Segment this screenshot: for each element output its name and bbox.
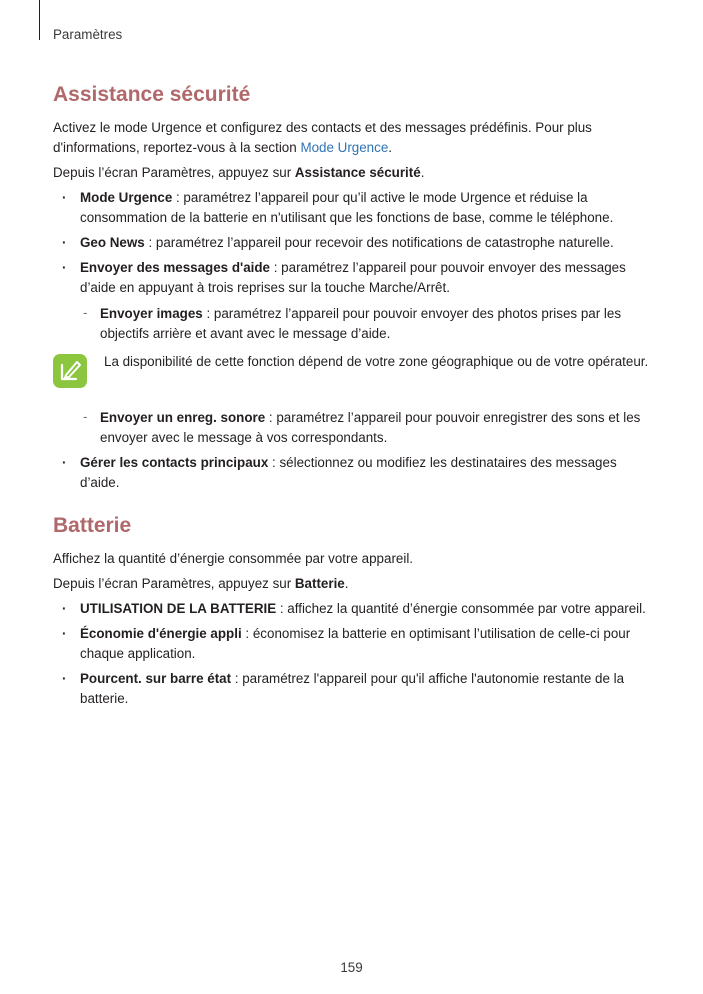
option-term: Envoyer des messages d'aide xyxy=(80,260,271,275)
battery-path-target: Batterie xyxy=(294,576,345,591)
option-term: Mode Urgence xyxy=(80,190,173,205)
option-desc: : paramétrez l’appareil pour recevoir des notifications de catastrophe naturelle. xyxy=(144,235,614,250)
battery-path-text: Depuis l’écran Paramètres, appuyez sur xyxy=(53,576,295,591)
safety-path-text: Depuis l’écran Paramètres, appuyez sur xyxy=(53,165,295,180)
option-desc: : économisez la batterie en optimisant l’utilisation de celle-ci pour chaque application. xyxy=(80,626,631,661)
note-text: La disponibilité de cette fonction dépend de votre zone géographique ou de votre opérateur. xyxy=(104,354,649,369)
list-item xyxy=(53,669,653,709)
suboption-term: Envoyer images xyxy=(100,306,203,321)
safety-path-end: . xyxy=(420,165,425,180)
safety-intro xyxy=(53,118,653,158)
header-rule xyxy=(39,0,40,40)
option-term: Pourcent. sur barre état xyxy=(80,671,232,686)
battery-path xyxy=(53,574,653,594)
note-pencil-icon xyxy=(53,354,87,388)
section-title-safety: Assistance sécurité xyxy=(53,83,251,106)
option-term: Économie d'énergie appli xyxy=(80,626,242,641)
list-item xyxy=(53,599,653,619)
safety-path-target: Assistance sécurité xyxy=(294,165,421,180)
list-item xyxy=(53,188,653,228)
list-item xyxy=(53,258,653,448)
option-term: Geo News xyxy=(80,235,145,250)
sub-list-item xyxy=(80,408,653,448)
option-desc: : affichez la quantité d’énergie consommée par votre appareil. xyxy=(276,601,646,616)
option-desc: : paramétrez l’appareil pour qu’il active le mode Urgence et réduise la consommation de la batterie en n'utilisant que les fonctions de base, comme le téléphone. xyxy=(80,190,614,225)
running-header: Paramètres xyxy=(53,27,123,42)
safety-path xyxy=(53,163,653,183)
help-message-suboptions-2 xyxy=(80,408,653,448)
suboption-desc: : paramétrez l’appareil pour pouvoir envoyer des photos prises par les objectifs arrière et avant avec le message d’aide. xyxy=(100,306,622,341)
option-desc: : sélectionnez ou modifiez les destinataires des messages d’aide. xyxy=(80,455,617,490)
list-item xyxy=(53,233,653,253)
safety-intro-end: . xyxy=(388,140,393,155)
battery-intro: Affichez la quantité d’énergie consommée par votre appareil. xyxy=(53,551,414,566)
sub-list-item xyxy=(80,304,653,344)
list-item xyxy=(53,453,653,493)
option-term: Gérer les contacts principaux xyxy=(80,455,269,470)
help-message-suboptions xyxy=(80,304,653,344)
suboption-term: Envoyer un enreg. sonore xyxy=(100,410,266,425)
option-term: UTILISATION DE LA BATTERIE xyxy=(80,601,277,616)
safety-options-list xyxy=(53,188,653,493)
safety-intro-text: Activez le mode Urgence et configurez des contacts et des messages prédéfinis. Pour plus d'informations, reportez-vous à la section xyxy=(53,120,592,155)
battery-options-list xyxy=(53,599,653,709)
page-number: 159 xyxy=(340,960,363,975)
page-content xyxy=(53,80,653,714)
suboption-desc: : paramétrez l’appareil pour pouvoir enregistrer des sons et les envoyer avec le message à vos correspondants. xyxy=(100,410,641,445)
list-item xyxy=(53,624,653,664)
note-box xyxy=(53,352,653,396)
battery-path-end: . xyxy=(344,576,349,591)
section-title-battery: Batterie xyxy=(53,514,132,537)
option-desc: : paramétrez l’appareil pour pouvoir envoyer des messages d’aide en appuyant à trois reprises sur la touche Marche/Arrêt. xyxy=(80,260,626,295)
option-desc: : paramétrez l'appareil pour qu'il affiche l'autonomie restante de la batterie. xyxy=(80,671,625,706)
mode-urgence-link[interactable]: Mode Urgence xyxy=(300,140,389,155)
